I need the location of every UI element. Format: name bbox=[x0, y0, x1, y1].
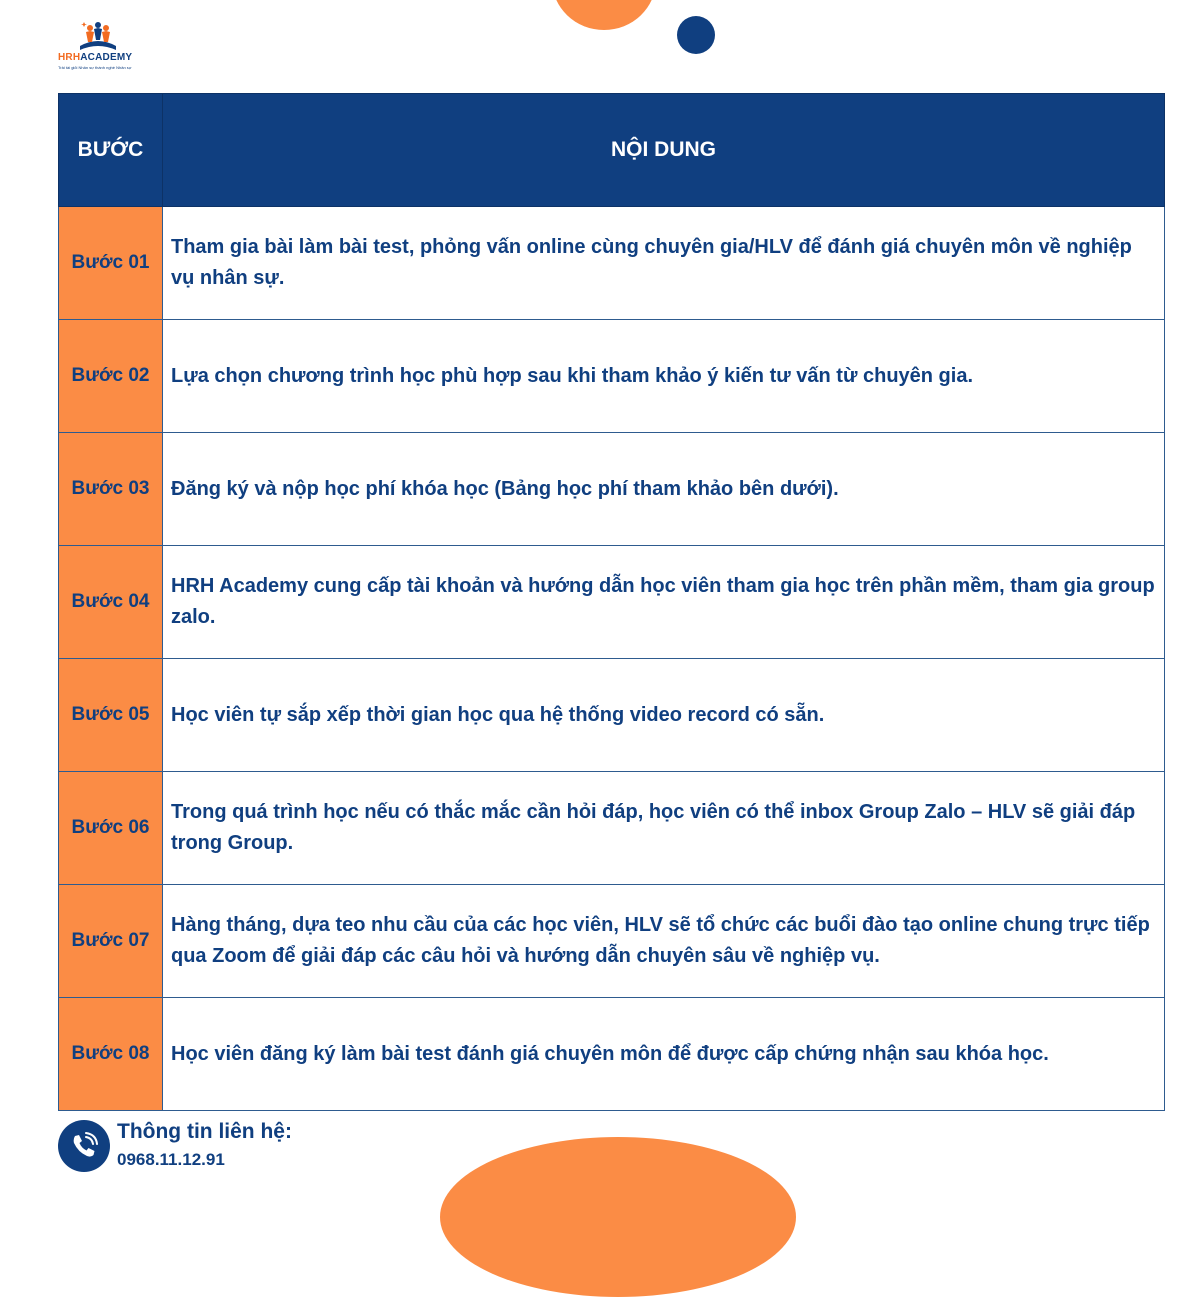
contact-phone: 0968.11.12.91 bbox=[117, 1150, 225, 1169]
step-content: Học viên đăng ký làm bài test đánh giá chuyên môn để được cấp chứng nhận sau khóa học. bbox=[163, 998, 1165, 1111]
step-label: Bước 05 bbox=[59, 659, 163, 772]
logo-tagline: Trải tài giỏi Nhân sự thành nghề Nhân sự bbox=[58, 65, 132, 70]
step-label: Bước 03 bbox=[59, 433, 163, 546]
step-label: Bước 04 bbox=[59, 546, 163, 659]
step-label: Bước 02 bbox=[59, 320, 163, 433]
logo-figures-icon bbox=[76, 20, 120, 52]
step-content: Trong quá trình học nếu có thắc mắc cần hỏi đáp, học viên có thể inbox Group Zalo – HLV sẽ giải đáp trong Group. bbox=[163, 772, 1165, 885]
step-content: HRH Academy cung cấp tài khoản và hướng dẫn học viên tham gia học trên phần mềm, tham gia group zalo. bbox=[163, 546, 1165, 659]
step-label: Bước 07 bbox=[59, 885, 163, 998]
table-row bbox=[59, 207, 1165, 320]
table-row bbox=[59, 885, 1165, 998]
steps-table bbox=[58, 93, 1165, 1111]
step-label: Bước 08 bbox=[59, 998, 163, 1111]
decorative-circle-orange-bottom bbox=[440, 1137, 796, 1297]
contact-label: Thông tin liên hệ: bbox=[117, 1120, 292, 1143]
header-step: BƯỚC bbox=[59, 94, 163, 207]
step-label: Bước 06 bbox=[59, 772, 163, 885]
table-row bbox=[59, 320, 1165, 433]
decorative-circle-orange-top bbox=[552, 0, 656, 30]
decorative-circle-blue-top bbox=[677, 16, 715, 54]
logo-wordmark: HRHACADEMY bbox=[58, 52, 133, 63]
header-content: NỘI DUNG bbox=[163, 94, 1165, 207]
phone-icon bbox=[58, 1120, 110, 1172]
table-row bbox=[59, 772, 1165, 885]
step-content: Hàng tháng, dựa teo nhu cầu của các học viên, HLV sẽ tổ chức các buổi đào tạo online chung trực tiếp qua Zoom để giải đáp các câu hỏi và hướng dẫn chuyên sâu về nghiệp vụ. bbox=[163, 885, 1165, 998]
hrh-academy-logo bbox=[58, 20, 140, 72]
step-content: Lựa chọn chương trình học phù hợp sau khi tham khảo ý kiến tư vấn từ chuyên gia. bbox=[163, 320, 1165, 433]
step-content: Đăng ký và nộp học phí khóa học (Bảng học phí tham khảo bên dưới). bbox=[163, 433, 1165, 546]
table-row bbox=[59, 546, 1165, 659]
step-label: Bước 01 bbox=[59, 207, 163, 320]
step-content: Tham gia bài làm bài test, phỏng vấn online cùng chuyên gia/HLV để đánh giá chuyên môn về nghiệp vụ nhân sự. bbox=[163, 207, 1165, 320]
table-row bbox=[59, 659, 1165, 772]
table-header-row bbox=[59, 94, 1165, 207]
table-row bbox=[59, 998, 1165, 1111]
step-content: Học viên tự sắp xếp thời gian học qua hệ thống video record có sẵn. bbox=[163, 659, 1165, 772]
table-row bbox=[59, 433, 1165, 546]
